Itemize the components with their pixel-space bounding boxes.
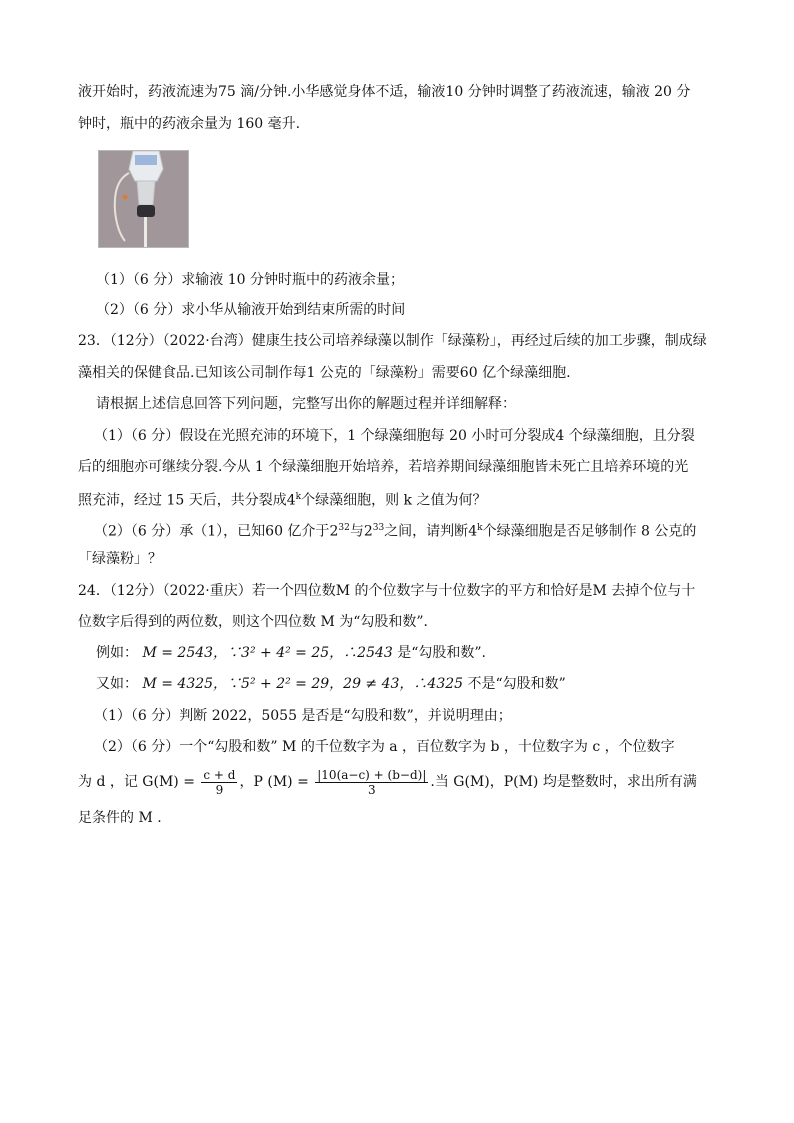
q24-example-2: 又如： M = 4325，∵5² + 2² = 29，29 ≠ 43，∴4325 不是“勾股和数” xyxy=(96,676,566,692)
p-fraction: $\frac{|10(a-c) + (b-d)|}{3}$ xyxy=(317,767,427,797)
q24-part-2-line-2: 为 d ，记 G(M) = $\frac{c + d}{9}$ ，P (M) = $\frac{|10(a-c) + (b-d)|}{3}$ .当 G(M)，P(M) 均是整数时，求出所有满 xyxy=(78,767,697,797)
q23-part-1-line-2: 后的细胞亦可继续分裂.今从 1 个绿藻细胞开始培养，若培养期间绿藻细胞皆未死亡且培养环境的光 xyxy=(78,459,689,475)
q23-part-1-line-1: （1）（6 分）假设在光照充沛的环境下，1 个绿藻细胞每 20 小时可分裂成4 个绿藻细胞，且分裂 xyxy=(94,428,695,444)
q24-part-2-line-1: （2）（6 分）一个“勾股和数” M 的千位数字为 a ，百位数字为 b ，十位数字为 c ，个位数字 xyxy=(94,739,675,755)
intro-line-2: 钟时，瓶中的药液余量为 160 毫升. xyxy=(78,116,301,132)
q23-part-1-line-3: 照充沛，经过 15 天后，共分裂成4$^k$个绿藻细胞，则 k 之值为何？ xyxy=(78,492,487,509)
q23-part-2-line-2: 「绿藻粉」？ xyxy=(78,551,162,567)
q24-line-2: 位数字后得到的两位数，则这个四位数 M 为“勾股和数”． xyxy=(78,614,438,630)
q22-part-1: （1）（6 分）求输液 10 分钟时瓶中的药液余量； xyxy=(96,272,404,288)
q24-part-2-line-3: 足条件的 M . xyxy=(78,810,162,826)
q23-line-2: 藻相关的保健食品.已知该公司制作每1 公克的「绿藻粉」需要60 亿个绿藻细胞. xyxy=(78,365,571,381)
q23-part-2-line-1: （2）（6 分）承（1），已知60 亿介于$2^{32}$与$2^{33}$之间，请判断4$^k$个绿藻细胞是否足够制作 8 公克的 xyxy=(94,523,697,540)
q24-part-1: （1）（6 分）判断 2022，5055 是否是“勾股和数”，并说明理由； xyxy=(94,708,512,724)
iv-bottle-image xyxy=(99,151,188,247)
q23-line-1: 23．（12分）（2022·台湾）健康生技公司培养绿藻以制作「绿藻粉」，再经过后续的加工步骤，制成绿 xyxy=(78,333,707,349)
iv-bag-photo xyxy=(98,150,189,248)
intro-line-1: 液开始时，药液流速为75 滴/分钟.小华感觉身体不适，输液10 分钟时调整了药液流速，输液 20 分 xyxy=(78,84,691,100)
q24-example-1: 例如： M = 2543，∵3² + 4² = 25，∴2543 是“勾股和数”. xyxy=(96,645,487,661)
q24-line-1: 24．（12分）（2022·重庆）若一个四位数M 的个位数字与十位数字的平方和恰好是M 去掉个位与十 xyxy=(78,583,696,599)
g-fraction: $\frac{c + d}{9}$ xyxy=(203,767,236,797)
q22-part-2: （2）（6 分）求小华从输液开始到结束所需的时间 xyxy=(96,302,406,318)
q23-instruction: 请根据上述信息回答下列问题，完整写出你的解题过程并详细解释： xyxy=(96,396,516,412)
